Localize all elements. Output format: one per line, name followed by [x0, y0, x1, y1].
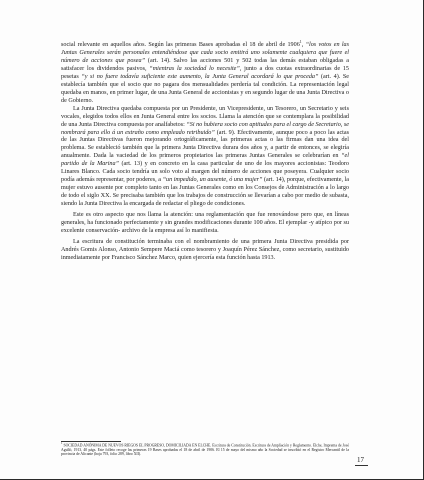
quoted-text: “el partido de la Marina”: [61, 153, 349, 168]
footnote-divider: [61, 441, 121, 442]
text-run: (art. 13) y en concreto en la casa particular de uno de los mayores accionistas: Teodoro Linares Blanco. Cada socio tendría un solo voto al margen del número de acciones que poseyera. Cualquier socio podía además representar, por poderes, a: [61, 161, 349, 184]
footnote-reference: 1: [299, 39, 302, 44]
footnote-marker: 1: [61, 441, 63, 445]
text-run: La escritura de constitución terminaba con el nombramiento de una primera Junta Directiva presidida por Andrés Gomis Alonso, Antonio Sempere Maciá como tesorero y Joaquín Pérez Sánchez, como secretario, sustituido inmediatamente por Francisco Sánchez Marco, quien ejercería esta función hasta 1913.: [61, 238, 349, 261]
text-run: (art. 14). Salvo las acciones 501 y 502 todas las demás estaban obligadas a satisfacer los dividendos pasivos,: [61, 57, 349, 72]
text-run: Este es otro aspecto que nos llama la atención: una reglamentación que fue renovándose pero que, en líneas generales, ha funcionado perfectamente y sin grandes modificaciones durante 100 años. El ejemplar -y atípico por su excelente conservación- archivo de la empresa así lo manifiesta.: [61, 212, 349, 234]
body-text: [61, 39, 349, 263]
paragraph: [61, 239, 349, 263]
quoted-text: “mientras la sociedad lo necesite”: [149, 65, 240, 72]
page-number-underline: [355, 465, 368, 466]
quoted-text: “un impedido, un ausente, ó una mujer”: [162, 177, 263, 184]
page-number: 17: [357, 456, 364, 464]
text-run: (art. 9). Efectivamente, aunque poco a poco las actas de las Juntas Directivas fueron mejorando ortográficamente, las primeras actas o las firmas dan una idea del problema. Se estableció también que la primera Junta Directiva durara dos años y, a partir de entonces, se elegiría anualmente. Dada la vaciedad de los primeros propietarios las primeras Juntas Generales se celebrarían en: [61, 129, 349, 160]
text-run: , junto a dos cuotas extraordinarias de 15 pesetas: [61, 65, 349, 80]
text-run: ,: [301, 42, 306, 49]
quoted-text: “Si no hubiera socio con aptitudes para el cargo de Secretario, se nombrará para ello á un extraño como empleado retribuido”: [61, 121, 349, 136]
text-run: La Junta Directiva quedaba compuesta por un Presidente, un Vicepresidente, un Tesorero, un Secretario y seis vocales, elegidos todos ellos en Junta General entre los socios. Llama la atención que se contemplara la posibilidad de una Junta Directiva compuesta por analfabetos:: [61, 105, 349, 128]
paragraph: [61, 39, 349, 106]
text-run: (art. 14), porque, efectivamente, la mujer estuvo ausente por completo tanto en las Juntas Generales como en los Consejos de Administración a lo largo de todo el siglo XX. Se precisaba también que los trabajos de construcción se llevarían a cabo por medio de subasta, siendo la Junta Directiva la encargada de redactar el pliego de condiciones.: [61, 177, 349, 208]
text-run: social relevante en aquellos años. Según las primeras Bases aprobadas el 18 de abril de 1906: [61, 42, 300, 49]
footnote: [61, 443, 349, 457]
quoted-text: “y si no fuere todavía suficiente este aumento, la Junta General acordará lo que proceda”: [81, 73, 319, 80]
footnote-text: SOCIEDAD ANÓNIMA DE NUEVOS RIEGOS EL PROGRESO, DOMICILIADA EN ELCHE. Escritura de Constitución. Escritura de Ampliación y Reglamento. Elche, Imprenta de José Agulló, 1913, 40 págs. Este folleto recoge las primeras 19 Bases aprobadas el 18 de abril de 1906. El 15 de mayo del mismo año la Sociedad se inscribió en el Registro Mercantil de la provincia de Alicante (hoja 793, folio 289, libro XII).: [61, 443, 349, 457]
text-run: (art. 4). Se establecía también que el socio que no pagara dos mensualidades perdería tal condición. La representación legal quedaba en manos, en primer lugar, de una Junta General de accionistas y en segundo lugar de una Junta Directiva o de Gobierno.: [61, 73, 349, 104]
paragraph: [61, 212, 349, 236]
quoted-text: “los votos en las Juntas Generales serán personales entendiéndose que cada socio emitirá uno solamente cualquiera que fuere el número de acciones que posea”: [61, 42, 349, 64]
paragraph: [61, 106, 349, 209]
